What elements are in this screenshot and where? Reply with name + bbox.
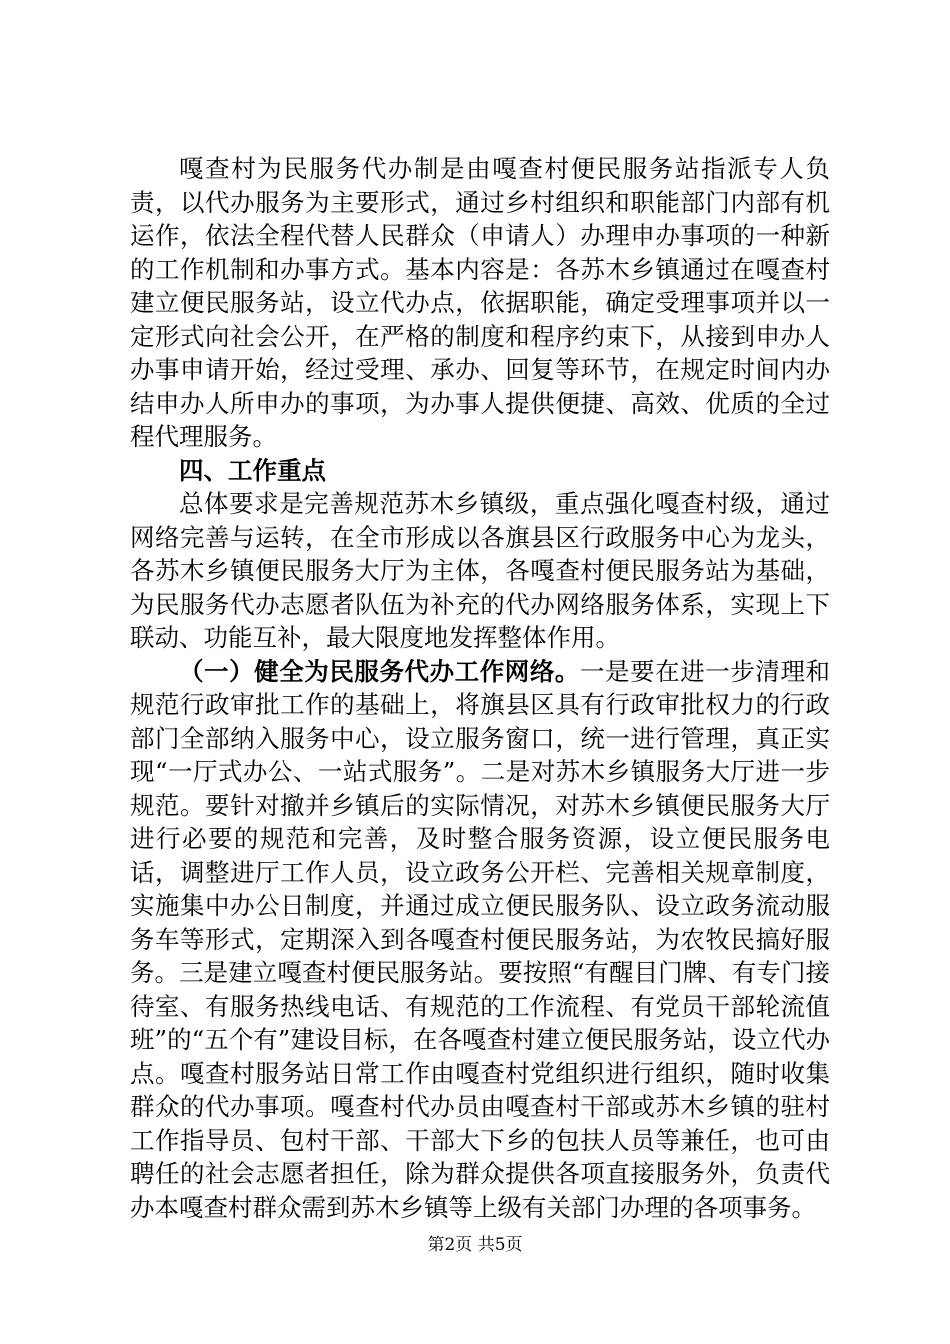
paragraph-body: 一是要在进一步清理和规范行政审批工作的基础上，将旗县区具有行政审批权力的行政部门全部纳入服务中心，设立服务窗口，统一进行管理，真正实现“一厅式办公、一站式服务”。二是对苏木乡镇服务大厅进一步规范。要针对撤并乡镇后的实际情况，对苏木乡镇便民服务大厅进行必要的规范和完善，及时整合服务资源，设立便民服务电话，调整进厅工作人员，设立政务公开栏、完善相关规章制度，实施集中办公日制度，并通过成立便民服务队、设立政务流动服务车等形式，定期深入到各嘎查村便民服务站，为农牧民搞好服务。三是建立嘎查村便民服务站。要按照“有醒目门牌、有专门接待室、有服务热线电话、有规范的工作流程、有党员干部轮流值班”的“五个有”建设目标，在各嘎查村建立便民服务站，设立代办点。嘎查村服务站日常工作由嘎查村党组织进行组织，随时收集群众的代办事项。嘎查村代办员由嘎查村干部或苏木乡镇的驻村工作指导员、包村干部、干部大下乡的包扶人员等兼任，也可由聘任的社会志愿者担任，除为群众提供各项直接服务外，负责代办本嘎查村群众需到苏木乡镇等上级有关部门办理的各项事务。	[130, 656, 831, 1222]
paragraph	[130, 655, 830, 1225]
paragraph: 总体要求是完善规范苏木乡镇级，重点强化嘎查村级，通过网络完善与运转，在全市形成以各旗县区行政服务中心为龙头，各苏木乡镇便民服务大厅为主体，各嘎查村便民服务站为基础，为民服务代办志愿者队伍为补充的代办网络服务体系，实现上下联动、功能互补，最大限度地发挥整体作用。	[130, 489, 830, 652]
document-body	[130, 152, 830, 1224]
page-number-footer: 第2页 共5页	[427, 1235, 523, 1255]
paragraph: 嘎查村为民服务代办制是由嘎查村便民服务站指派专人负责，以代办服务为主要形式，通过乡村组织和职能部门内部有机运作，依法全程代替人民群众（申请人）办理申办事项的一种新的工作机制和办事方式。基本内容是：各苏木乡镇通过在嘎查村建立便民服务站，设立代办点，依据职能，确定受理事项并以一定形式向社会公开，在严格的制度和程序约束下，从接到申办人办事申请开始，经过受理、承办、回复等环节，在规定时间内办结申办人所申办的事项，为办事人提供便捷、高效、优质的全过程代理服务。	[130, 154, 830, 451]
subsection-heading: （一）健全为民服务代办工作网络。	[179, 656, 580, 686]
section-heading: 四、工作重点	[179, 455, 326, 485]
